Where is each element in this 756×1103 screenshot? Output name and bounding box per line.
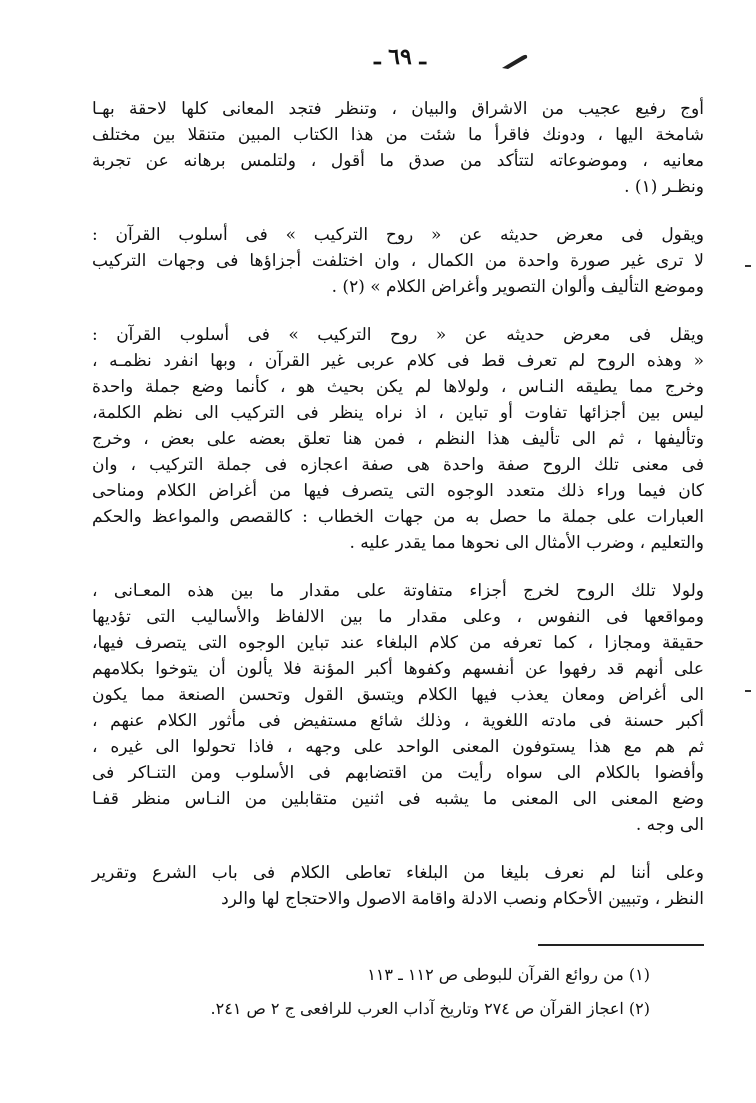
text-line: على أنهم قد رفهوا عن أنفسهم وكفوها أكبر المؤنة فلا يألون أن يتوخوا بكلامهم <box>92 659 704 679</box>
text-line: أكبر حسنة فى مادته اللغوية ، وذلك شائع مستفيض فى مأثور الكلام عنهم ، <box>92 711 704 731</box>
paragraph <box>92 96 704 200</box>
text-line: ويقل فى معرض حديثه عن « روح التركيب » فى أسلوب القرآن : <box>92 325 704 345</box>
footnote-2: (٢) اعجاز القرآن ص ٢٧٤ وتاريخ آداب العرب للرافعى ج ٢ ص ٢٤١. <box>210 999 650 1018</box>
text-line: والتعليم ، وضرب الأمثال الى نحوها مما يقدر عليه . <box>349 533 704 553</box>
text-line: ويقول فى معرض حديثه عن « روح التركيب » فى أسلوب القرآن : <box>92 225 704 245</box>
paragraph <box>92 860 704 912</box>
pen-mark-icon <box>500 52 530 70</box>
text-line: وتأليفها ، ثم الى تأليف هذا النظم ، فمن هنا تعلق بعضه على بعض ، وخرج <box>92 429 704 449</box>
text-line: وأفضوا بالكلام الى سواه رأيت من اقتضابهم فى الأسلوب ومن التنـاكر فى <box>92 763 704 783</box>
paragraph <box>92 322 704 556</box>
text-line: وخرج مما يطيقه النـاس ، ولولاها لم يكن بحيث هو ، كأنما وضع جملة واحدة <box>92 377 704 397</box>
text-line: وموضع التأليف وألوان التصوير وأغراض الكلام » (٢) . <box>331 277 704 297</box>
margin-mark <box>745 690 751 692</box>
text-line: الى وجه . <box>635 815 704 835</box>
text-line: ثم هم مع هذا يستوفون المعنى الواحد على وجهه ، فاذا تحولوا الى غيره ، <box>92 737 704 757</box>
footnote-1: (١) من روائع القرآن للبوطى ص ١١٢ ـ ١١٣ <box>367 965 650 984</box>
text-line: حقيقة ومجازا ، كما تعرفه من كلام البلغاء عند تباين الوجوه التى يتصرف فيها، <box>92 633 704 653</box>
text-line: أوج رفيع عجيب من الاشراق والبيان ، وتنظر فتجد المعانى كلها لاحقة بهـا <box>92 99 704 119</box>
text-line: كان فيما وراء ذلك متعدد الوجوه التى يتصرف فيها من أغراض الكلام ومناحى <box>92 481 704 501</box>
page-number: ـ ٦٩ ـ <box>374 44 426 70</box>
text-line: ونظـر (١) . <box>624 177 704 197</box>
text-line: وعلى أننا لم نعرف بليغا من البلغاء تعاطى الكلام فى باب الشرع وتقرير <box>92 863 704 883</box>
text-line: ليس بين أجزائها تفاوت أو تباين ، اذ نراه ينظر فى التركيب الى نظم الكلمة، <box>92 403 704 423</box>
text-line: الى أغراض ومعان يعذب فيها الكلام ويتسق القول وتحسن الصنعة مما يكون <box>92 685 704 705</box>
text-line: العبارات على جملة ما حصل به من جهات الخطاب : كالقصص والمواعظ والحكم <box>92 507 704 527</box>
body-text <box>92 96 704 934</box>
text-line: شامخة اليها ، ودونك فاقرأ ما شئت من هذا الكتاب المبين متنقلا بين مختلف <box>92 125 704 145</box>
text-line: النظر ، وتبيين الأحكام ونصب الادلة واقامة الاصول والاحتجاج لها والرد <box>221 889 704 909</box>
margin-mark <box>745 265 751 267</box>
footnote-divider <box>538 944 704 946</box>
text-line: لا ترى غير صورة واحدة من الكمال ، وان اختلفت أجزاؤها فى وجهات التركيب <box>92 251 704 271</box>
paragraph <box>92 222 704 300</box>
paragraph <box>92 578 704 838</box>
text-line: ولولا تلك الروح لخرج أجزاء متفاوتة على مقدار ما بين هذه المعـانى ، <box>92 581 704 601</box>
text-line: فى معنى تلك الروح صفة واحدة هى صفة اعجازه فى جملة التركيب ، وان <box>92 455 704 475</box>
text-line: « وهذه الروح لم تعرف قط فى كلام عربى غير القرآن ، وبها انفرد نظمـه ، <box>92 351 704 371</box>
text-line: معانيه ، وموضوعاته لتتأكد من صدق ما أقول ، ولتلمس برهانه عن تجربة <box>92 151 704 171</box>
text-line: ومواقعها فى النفوس ، وعلى مقدار ما بين الالفاظ والأساليب التى تؤديها <box>92 607 704 627</box>
footnotes <box>180 958 650 1026</box>
text-line: وضع المعنى الى المعنى ما يشبه فى اثنين متقابلين من النـاس منظر قفـا <box>92 789 704 809</box>
